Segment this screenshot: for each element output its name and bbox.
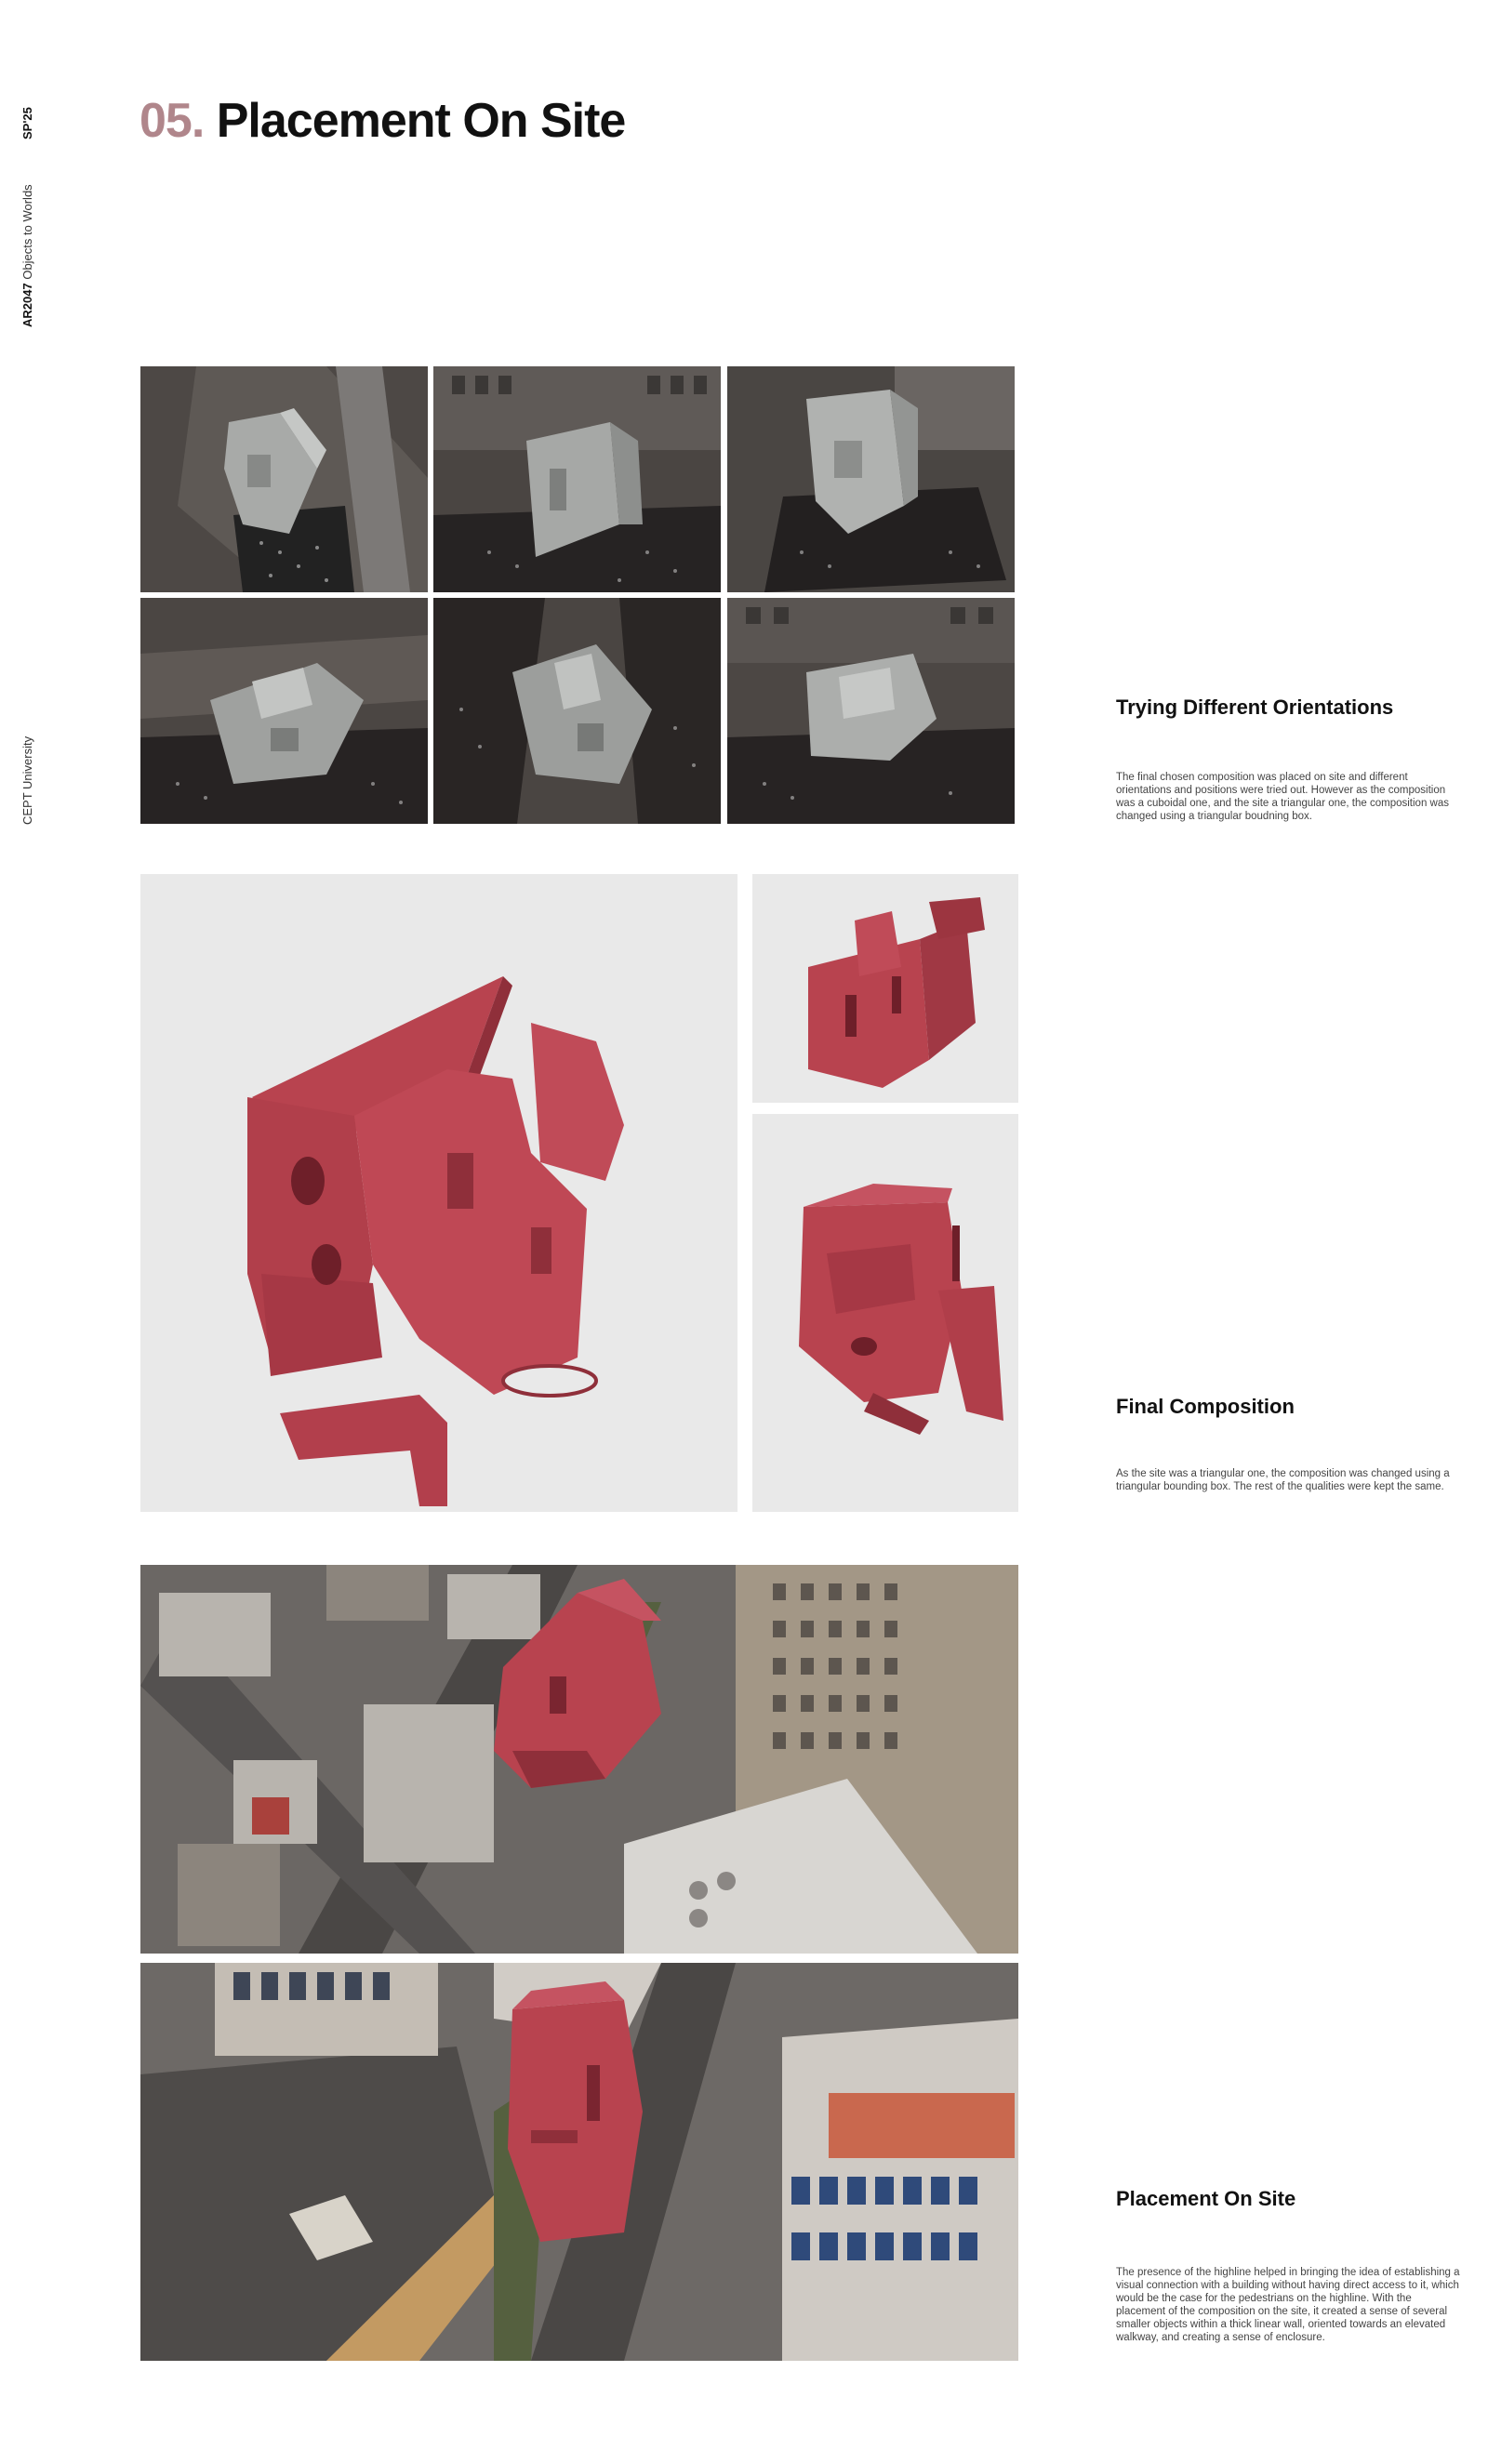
orientation-image-1 (140, 366, 428, 592)
composition-main-view (140, 874, 737, 1512)
composition-side-view-2 (752, 1114, 1018, 1512)
site-placement-view-2 (140, 1963, 1018, 2361)
section-body-orientations: The final chosen composition was placed on site and different orientations and positions were tried out. However as the composition was a cuboidal one, and the site a triangular one, the composition was changed using a triangular boudning box. (1116, 772, 1449, 822)
orientation-image-3 (727, 366, 1015, 592)
orientation-image-4 (140, 598, 428, 824)
section-body-final-composition: As the site was a triangular one, the composition was changed using a triangular bounding box. The rest of the qualities were kept the same. (1116, 1468, 1450, 1492)
course-name: Objects to Worlds (20, 184, 34, 280)
term-label: SP'25 (20, 107, 34, 139)
site-placement-view-1 (140, 1565, 1018, 1954)
section-number: 05. (140, 94, 205, 148)
composition-side-view-1 (752, 874, 1018, 1103)
section-title: Placement On Site (216, 94, 626, 148)
section-body-placement: The presence of the highline helped in bringing the idea of establishing a visual connection with a building without having direct access to it, which would be the case for the pedestrians on the highline. With the placement of the composition on the site, it created a sense of several smaller objects within a thick linear wall, oriented towards an elevated walkway, and creating a sense of enclosure. (1116, 2267, 1460, 2343)
orientation-image-2 (433, 366, 721, 592)
orientation-image-6 (727, 598, 1015, 824)
section-heading-orientations: Trying Different Orientations (1116, 695, 1394, 719)
section-heading-placement: Placement On Site (1116, 2187, 1296, 2210)
orientation-image-5 (433, 598, 721, 824)
course-code: AR2047 (20, 283, 34, 327)
institution-label: CEPT University (20, 735, 34, 825)
section-heading-final-composition: Final Composition (1116, 1395, 1295, 1418)
page-title (140, 93, 625, 149)
course-label (20, 184, 34, 327)
